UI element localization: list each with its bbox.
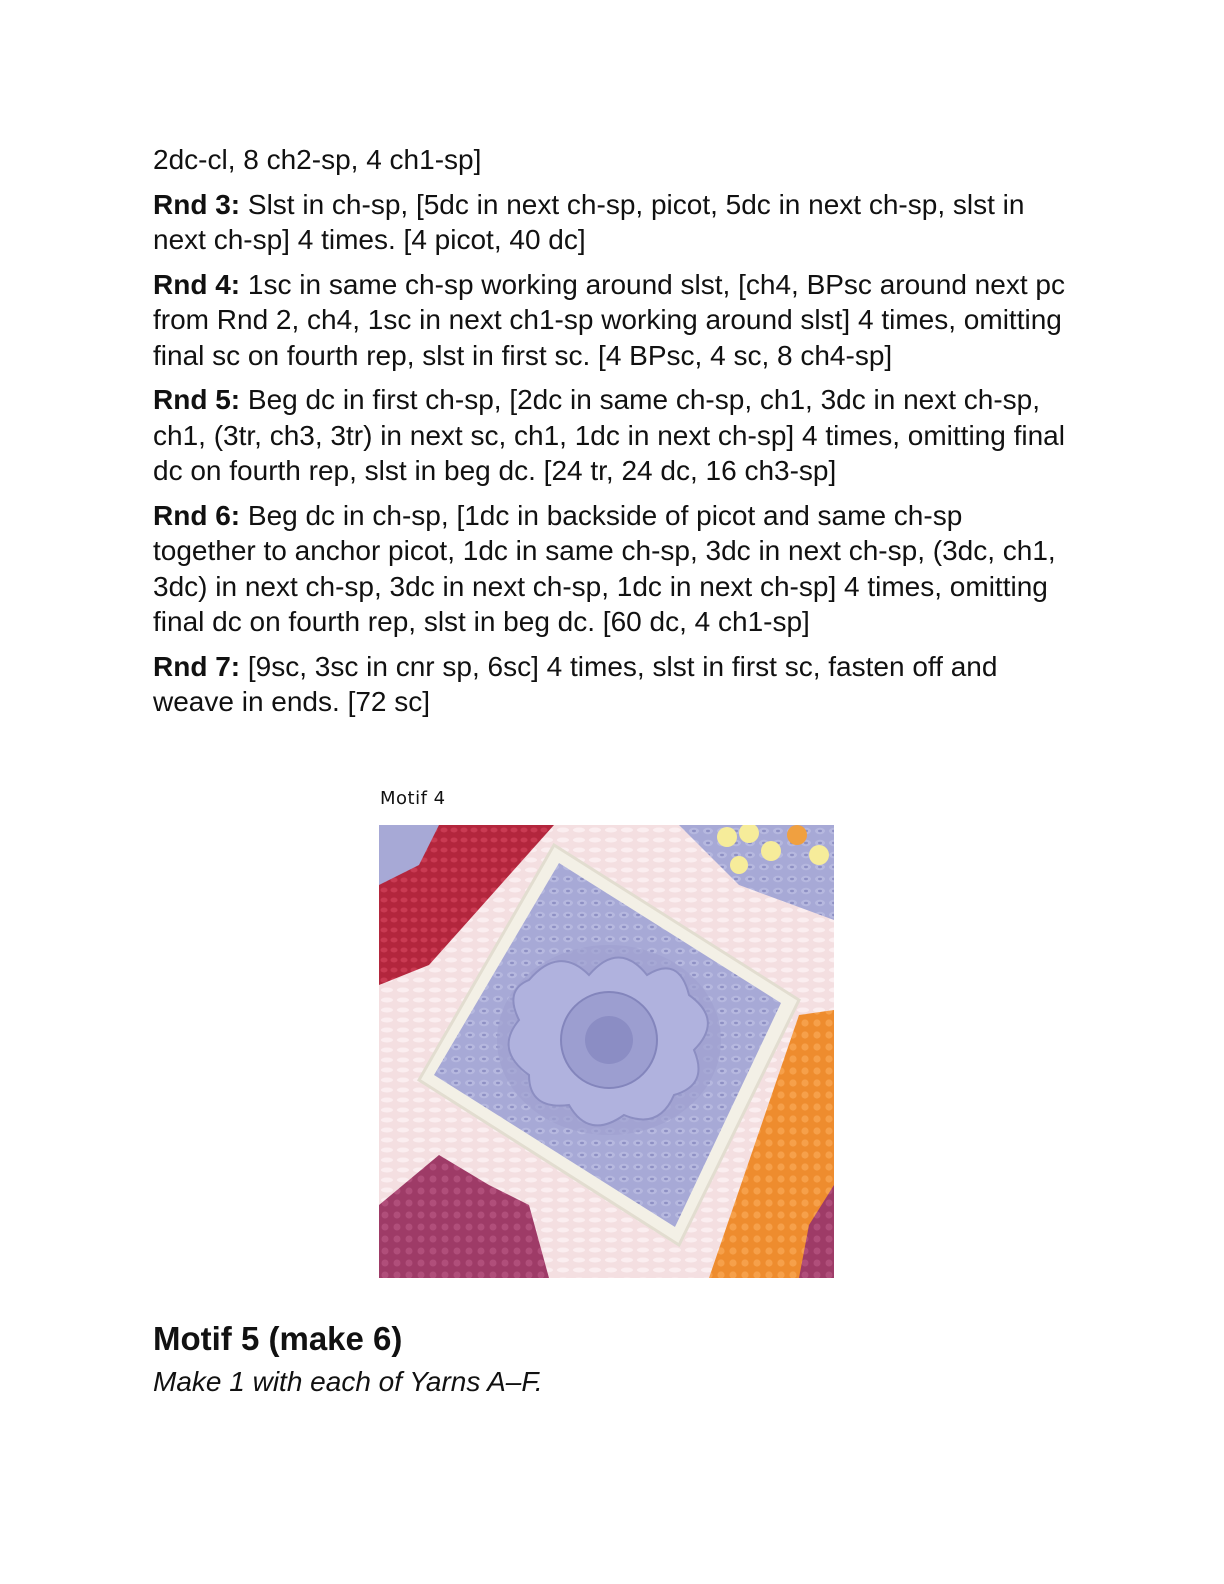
section-heading: Motif 5 (make 6) bbox=[153, 1320, 403, 1357]
flower-center bbox=[497, 945, 721, 1135]
round-label: Rnd 4: bbox=[153, 268, 241, 300]
section-note: Make 1 with each of Yarns A–F. bbox=[153, 1366, 543, 1397]
round-text: Slst in ch-sp, [5dc in next ch-sp, picot, 5dc in next ch-sp, slst in next ch-sp] 4 times. [4 picot, 40 dc] bbox=[153, 188, 1025, 255]
round-5-instruction bbox=[153, 382, 1068, 489]
intro-line: 2dc-cl, 8 ch2-sp, 4 ch1-sp] bbox=[153, 144, 482, 175]
round-text: 1sc in same ch-sp working around slst, [ch4, BPsc around next pc from Rnd 2, ch4, 1sc in next ch1-sp working around slst] 4 times, omitting final sc on fourth rep, slst in first sc. [4 BPsc, 4 sc, 8 ch4-sp] bbox=[153, 268, 1065, 371]
round-label: Rnd 6: bbox=[153, 499, 241, 531]
round-label: Rnd 3: bbox=[153, 188, 241, 220]
figure-caption: Motif 4 bbox=[380, 788, 446, 809]
round-4-instruction bbox=[153, 267, 1068, 374]
round-6-instruction bbox=[153, 498, 1068, 640]
round-text: Beg dc in ch-sp, [1dc in backside of picot and same ch-sp together to anchor picot, 1dc in same ch-sp, 3dc in next ch-sp, (3dc, ch1, 3dc) in next ch-sp, 3dc in next ch-sp, 1dc in next ch-sp] 4 times, omitting final dc on fourth rep, slst in beg dc. [60 dc, 4 ch1-sp] bbox=[153, 499, 1056, 637]
instructions-text bbox=[153, 142, 1068, 729]
round-3-instruction bbox=[153, 187, 1068, 258]
round-text: Beg dc in first ch-sp, [2dc in same ch-sp, ch1, 3dc in next ch-sp, ch1, (3tr, ch3, 3tr) in next sc, ch1, 1dc in next ch-sp] 4 times, omitting final dc on fourth rep, slst in beg dc. [24 tr, 24 dc, 16 ch3-sp] bbox=[153, 384, 1065, 486]
round-7-instruction bbox=[153, 649, 1068, 720]
round-label: Rnd 5: bbox=[153, 384, 241, 415]
motif-4-photo bbox=[379, 825, 834, 1278]
round-label: Rnd 7: bbox=[153, 650, 241, 682]
round-text: [9sc, 3sc in cnr sp, 6sc] 4 times, slst in first sc, fasten off and weave in ends. [72 sc] bbox=[153, 650, 998, 717]
